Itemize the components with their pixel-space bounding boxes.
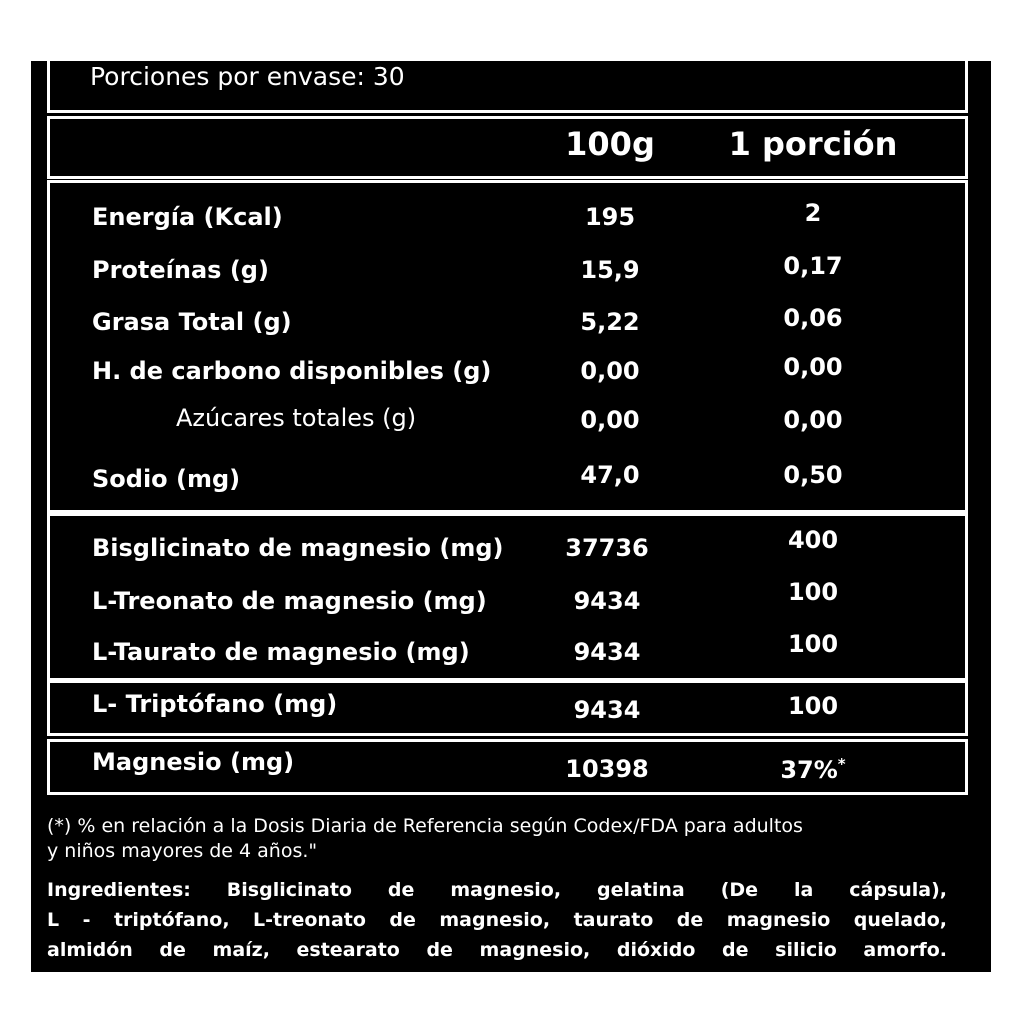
ingredients-line-1: Ingredientes: Bisglicinato de magnesio, gelatina (De la cápsula), xyxy=(47,879,947,901)
magnesium-label: Magnesio (mg) xyxy=(92,748,295,776)
magnesium-portion xyxy=(723,755,903,784)
nutrient-portion-energy: 2 xyxy=(804,199,822,227)
ingredients-line-3: almidón de maíz, estearato de magnesio, dióxido de silicio amorfo. xyxy=(47,939,947,961)
column-header-100g: 100g xyxy=(565,125,655,163)
nutrient-label-fat: Grasa Total (g) xyxy=(92,308,292,336)
nutrient-100g-energy: 195 xyxy=(584,203,636,231)
nutrient-portion-carbs: 0,00 xyxy=(783,353,843,381)
compound-portion-threonate: 100 xyxy=(787,578,839,606)
nutrient-portion-protein: 0,17 xyxy=(783,252,843,280)
nutrient-label-carbs: H. de carbono disponibles (g) xyxy=(92,357,492,385)
tryptophan-portion: 100 xyxy=(787,692,839,720)
compound-100g-bisglycinate: 37736 xyxy=(565,534,649,562)
nutrient-100g-protein: 15,9 xyxy=(580,256,640,284)
tryptophan-100g: 9434 xyxy=(573,696,641,724)
column-header-portion: 1 porción xyxy=(728,125,898,163)
magnesium-portion-value: 37% xyxy=(780,756,838,784)
magnesium-100g: 10398 xyxy=(565,755,649,783)
compound-label-bisglycinate: Bisglicinato de magnesio (mg) xyxy=(92,534,504,562)
tryptophan-label: L- Triptófano (mg) xyxy=(92,690,338,718)
compound-100g-taurate: 9434 xyxy=(573,638,641,666)
nutrient-label-sugars: Azúcares totales (g) xyxy=(176,404,417,432)
compound-100g-threonate: 9434 xyxy=(573,587,641,615)
nutrient-100g-carbs: 0,00 xyxy=(580,357,640,385)
compound-portion-taurate: 100 xyxy=(787,630,839,658)
footnote-line-2: y niños mayores de 4 años." xyxy=(47,840,318,862)
nutrient-label-protein: Proteínas (g) xyxy=(92,256,269,284)
footnote-line-1: (*) % en relación a la Dosis Diaria de Referencia según Codex/FDA para adultos xyxy=(47,815,803,837)
compound-label-threonate: L-Treonato de magnesio (mg) xyxy=(92,587,487,615)
nutrient-portion-sugars: 0,00 xyxy=(783,406,843,434)
nutrient-100g-fat: 5,22 xyxy=(580,308,640,336)
magnesium-portion-mark: * xyxy=(837,755,846,773)
nutrient-100g-sugars: 0,00 xyxy=(580,406,640,434)
compound-label-taurate: L-Taurato de magnesio (mg) xyxy=(92,638,470,666)
nutrient-label-energy: Energía (Kcal) xyxy=(92,203,283,231)
compound-portion-bisglycinate: 400 xyxy=(787,526,839,554)
servings-text: Porciones por envase: 30 xyxy=(90,62,405,91)
nutrient-label-sodium: Sodio (mg) xyxy=(92,465,241,493)
nutrient-portion-sodium: 0,50 xyxy=(783,461,843,489)
nutrient-100g-sodium: 47,0 xyxy=(580,461,640,489)
ingredients-line-2: L - triptófano, L-treonato de magnesio, taurato de magnesio quelado, xyxy=(47,909,947,931)
nutrient-portion-fat: 0,06 xyxy=(783,304,843,332)
